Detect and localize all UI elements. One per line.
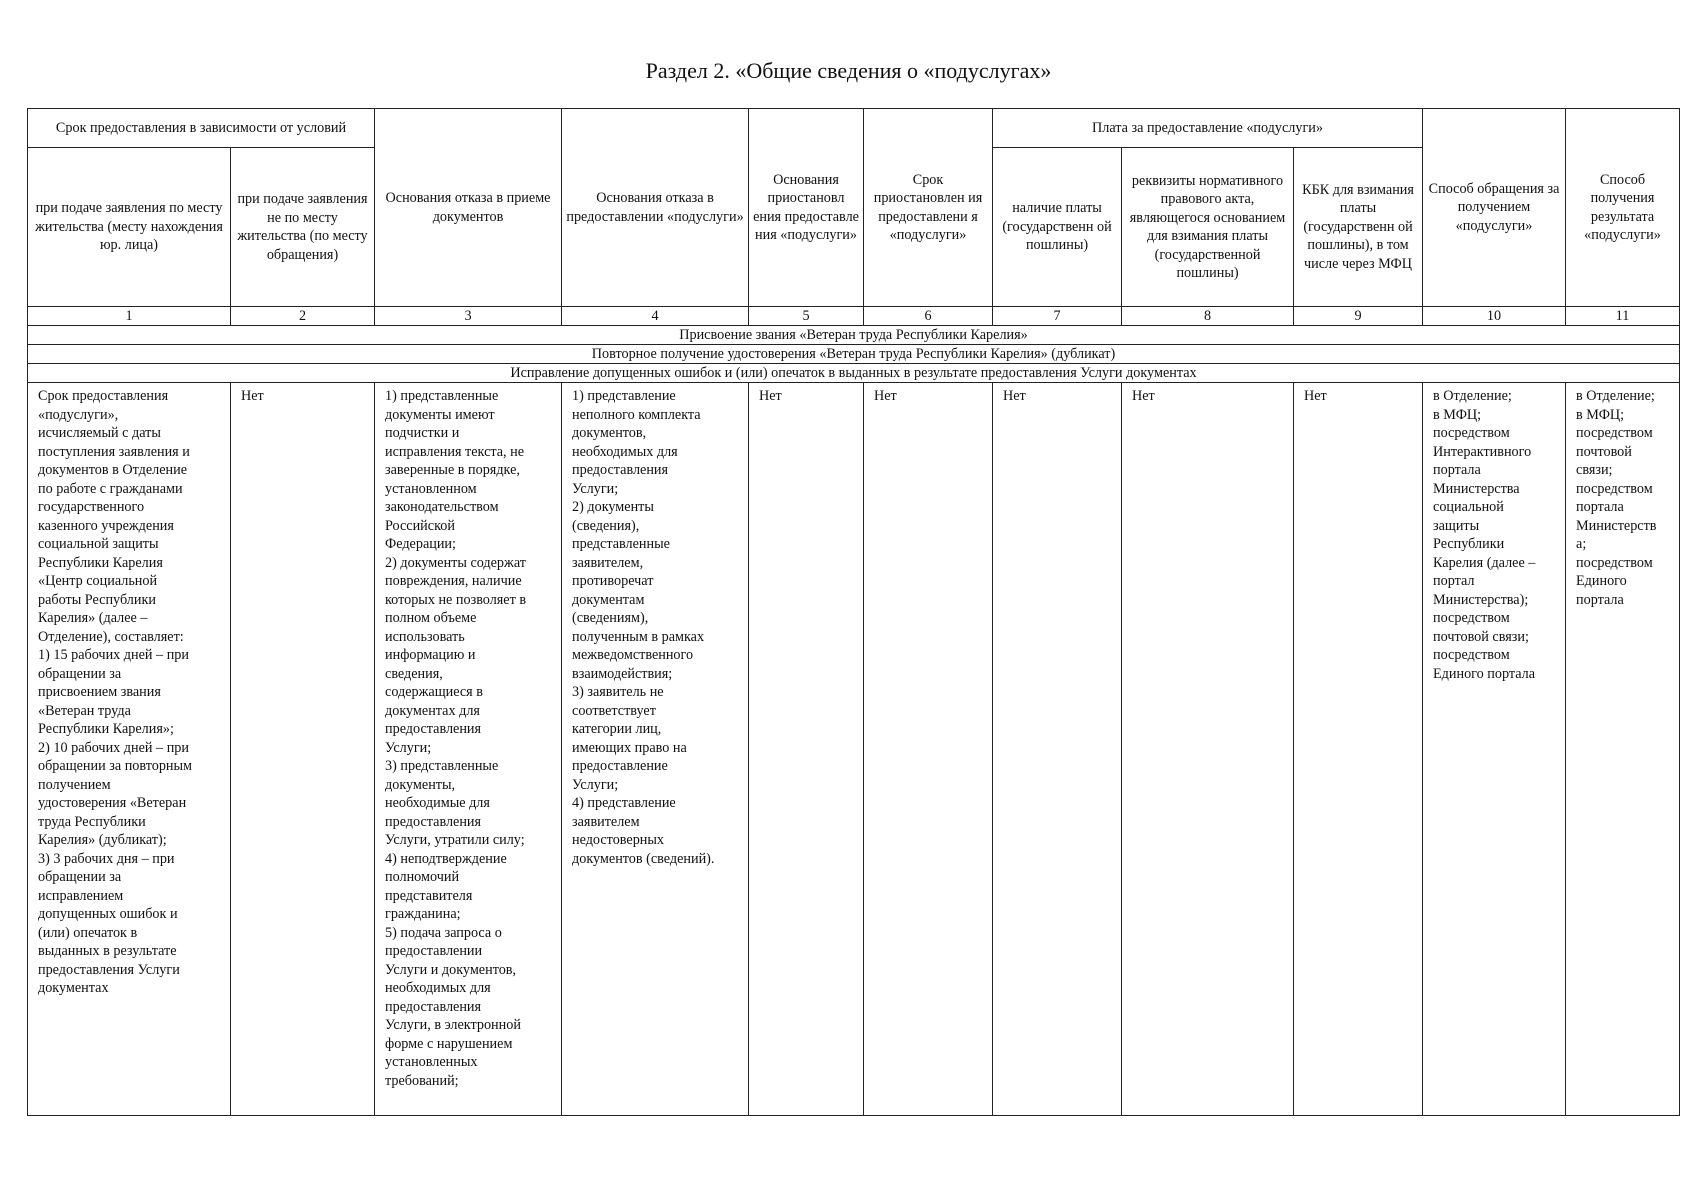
header-col-10: Способ обращения за получением «подуслуги» <box>1423 109 1566 307</box>
column-number: 3 <box>375 307 562 326</box>
header-col-8: реквизиты нормативного правового акта, являющегося основанием для взимания платы (государственной пошлины) <box>1122 148 1294 307</box>
cell-fee-legal-act: Нет <box>1122 383 1294 1116</box>
cell-application-method: в Отделение; в МФЦ; посредством Интерактивного портала Министерства социальной защиты Республики Карелия (далее – портал Министерства); посредством почтовой связи; посредством Единого портала <box>1423 383 1566 1116</box>
header-fee-group: Плата за предоставление «подуслуги» <box>993 109 1423 148</box>
column-number: 7 <box>993 307 1122 326</box>
column-number: 10 <box>1423 307 1566 326</box>
cell-suspension-grounds: Нет <box>749 383 864 1116</box>
header-col-6: Срок приостановлен ия предоставлени я «подуслуги» <box>864 109 993 307</box>
section-heading: Исправление допущенных ошибок и (или) опечаток в выданных в результате предоставления Услуги документах <box>28 364 1680 383</box>
column-number: 8 <box>1122 307 1294 326</box>
cell-suspension-term: Нет <box>864 383 993 1116</box>
column-number: 4 <box>562 307 749 326</box>
column-number: 6 <box>864 307 993 326</box>
header-col-3: Основания отказа в приеме документов <box>375 109 562 307</box>
cell-term-other: Нет <box>231 383 375 1116</box>
header-term-group: Срок предоставления в зависимости от условий <box>28 109 375 148</box>
column-number: 5 <box>749 307 864 326</box>
header-col-5: Основания приостановл ения предоставле ния «подуслуги» <box>749 109 864 307</box>
header-col-1: при подаче заявления по месту жительства (месту нахождения юр. лица) <box>28 148 231 307</box>
cell-fee-presence: Нет <box>993 383 1122 1116</box>
column-number: 9 <box>1294 307 1423 326</box>
column-number: 2 <box>231 307 375 326</box>
column-number: 11 <box>1566 307 1680 326</box>
cell-term-residence: Срок предоставления «подуслуги», исчисляемый с даты поступления заявления и документов в Отделение по работе с гражданами государственного казенного учреждения социальной защиты Республики Карелия «Центр социальной работы Республики Карелия» (далее – Отделение), составляет: 1) 15 рабочих дней – при обращении за присвоением звания «Ветеран труда Республики Карелия»; 2) 10 рабочих дней – при обращении за повторным получением удостоверения «Ветеран труда Республики Карелия» (дубликат); 3) 3 рабочих дня – при обращении за исправлением допущенных ошибок и (или) опечаток в выданных в результате предоставления Услуги документах <box>28 383 231 1116</box>
header-col-9: КБК для взимания платы (государственн ой пошлины), в том числе через МФЦ <box>1294 148 1423 307</box>
header-col-11: Способ получения результата «подуслуги» <box>1566 109 1680 307</box>
cell-result-method: в Отделение; в МФЦ; посредством почтовой связи; посредством портала Министерств а; посредством Единого портала <box>1566 383 1680 1116</box>
page-title: Раздел 2. «Общие сведения о «подуслугах» <box>645 58 1052 83</box>
cell-refusal-provision: 1) представление неполного комплекта документов, необходимых для предоставления Услуги; 2) документы (сведения), представленные заявителем, противоречат документам (сведениям), полученным в рамках межведомственного взаимодействия; 3) заявитель не соответствует категории лиц, имеющих право на предоставление Услуги; 4) представление заявителем недостоверных документов (сведений). <box>562 383 749 1116</box>
section-heading: Присвоение звания «Ветеран труда Республики Карелия» <box>28 326 1680 345</box>
subservices-table <box>27 108 1680 1116</box>
header-col-7: наличие платы (государственн ой пошлины) <box>993 148 1122 307</box>
section-heading: Повторное получение удостоверения «Ветеран труда Республики Карелия» (дубликат) <box>28 345 1680 364</box>
header-col-2: при подаче заявления не по месту жительства (по месту обращения) <box>231 148 375 307</box>
column-number: 1 <box>28 307 231 326</box>
header-col-4: Основания отказа в предоставлении «подуслуги» <box>562 109 749 307</box>
cell-fee-kbk: Нет <box>1294 383 1423 1116</box>
cell-refusal-acceptance: 1) представленные документы имеют подчистки и исправления текста, не заверенные в порядке, установленном законодательством Российской Федерации; 2) документы содержат повреждения, наличие которых не позволяет в полном объеме использовать информацию и сведения, содержащиеся в документах для предоставления Услуги; 3) представленные документы, необходимые для предоставления Услуги, утратили силу; 4) неподтверждение полномочий представителя гражданина; 5) подача запроса о предоставлении Услуги и документов, необходимых для предоставления Услуги, в электронной форме с нарушением установленных требований; <box>375 383 562 1116</box>
